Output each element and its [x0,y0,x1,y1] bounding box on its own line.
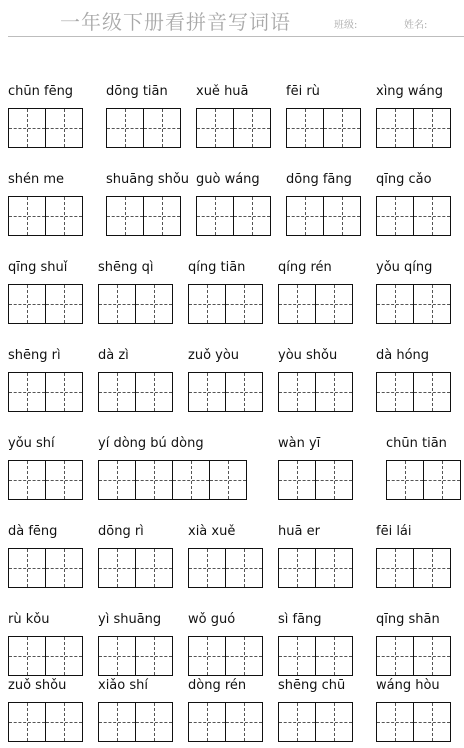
tianzige-cell[interactable] [188,372,226,412]
tianzige-cell[interactable] [8,548,46,588]
tianzige-cell[interactable] [45,196,83,236]
pinyin-label: xuě huā [196,84,249,99]
pinyin-label: xiǎo shí [98,678,148,693]
pinyin-label: zuǒ shǒu [8,678,67,693]
writing-boxes [8,460,83,500]
tianzige-cell[interactable] [278,460,316,500]
writing-boxes [188,548,263,588]
tianzige-cell[interactable] [135,372,173,412]
tianzige-cell[interactable] [135,460,173,500]
writing-boxes [188,284,263,324]
writing-boxes [106,196,181,236]
tianzige-cell[interactable] [315,284,353,324]
tianzige-cell[interactable] [196,108,234,148]
tianzige-cell[interactable] [135,548,173,588]
tianzige-cell[interactable] [413,548,451,588]
page-title: 一年级下册看拼音写词语 [60,10,291,34]
pinyin-label: wáng hòu [376,678,440,693]
writing-boxes [386,460,461,500]
pinyin-label: dà fēng [8,524,58,539]
writing-boxes [106,108,181,148]
tianzige-cell[interactable] [286,108,324,148]
writing-boxes [8,108,83,148]
tianzige-cell[interactable] [8,284,46,324]
tianzige-cell[interactable] [135,284,173,324]
writing-boxes [98,548,173,588]
writing-boxes [278,636,353,676]
pinyin-label: xìng wáng [376,84,444,99]
tianzige-cell[interactable] [98,548,136,588]
tianzige-cell[interactable] [413,108,451,148]
tianzige-cell[interactable] [286,196,324,236]
tianzige-cell[interactable] [233,196,271,236]
tianzige-cell[interactable] [225,548,263,588]
writing-boxes [196,196,271,236]
writing-boxes [278,372,353,412]
tianzige-cell[interactable] [225,636,263,676]
pinyin-label: dòng rén [188,678,247,693]
writing-boxes [196,108,271,148]
tianzige-cell[interactable] [315,548,353,588]
pinyin-label: shēng rì [8,348,61,363]
tianzige-cell[interactable] [225,284,263,324]
tianzige-cell[interactable] [45,548,83,588]
tianzige-cell[interactable] [233,108,271,148]
class-label: 班级: [334,20,358,31]
writing-boxes [376,702,451,742]
tianzige-cell[interactable] [413,372,451,412]
tianzige-cell[interactable] [98,284,136,324]
tianzige-cell[interactable] [45,108,83,148]
writing-boxes [376,284,451,324]
writing-boxes [8,372,83,412]
tianzige-cell[interactable] [98,372,136,412]
pinyin-label: xià xuě [188,524,236,539]
tianzige-cell[interactable] [413,284,451,324]
tianzige-cell[interactable] [135,702,173,742]
writing-boxes [376,372,451,412]
tianzige-cell[interactable] [8,702,46,742]
tianzige-cell[interactable] [323,108,361,148]
tianzige-cell[interactable] [8,372,46,412]
tianzige-cell[interactable] [315,636,353,676]
pinyin-label: dōng fāng [286,172,352,187]
pinyin-label: wǒ guó [188,612,236,627]
pinyin-label: rù kǒu [8,612,50,627]
writing-boxes [98,636,173,676]
pinyin-label: yǒu qíng [376,260,433,275]
writing-boxes [286,108,361,148]
pinyin-label: guò wáng [196,172,260,187]
tianzige-cell[interactable] [376,372,414,412]
tianzige-cell[interactable] [45,702,83,742]
tianzige-cell[interactable] [8,196,46,236]
tianzige-cell[interactable] [278,372,316,412]
pinyin-label: yǒu shí [8,436,55,451]
tianzige-cell[interactable] [8,636,46,676]
tianzige-cell[interactable] [8,108,46,148]
tianzige-cell[interactable] [98,460,136,500]
writing-boxes [376,108,451,148]
pinyin-label: shēng qì [98,260,154,275]
header-divider [8,36,464,37]
tianzige-cell[interactable] [225,702,263,742]
tianzige-cell[interactable] [315,460,353,500]
pinyin-label: qīng shuǐ [8,260,68,275]
pinyin-label: dà zì [98,348,129,363]
tianzige-cell[interactable] [188,702,226,742]
writing-boxes [8,702,83,742]
pinyin-label: yì shuāng [98,612,162,627]
pinyin-label: chūn fēng [8,84,74,99]
pinyin-label: shén me [8,172,65,187]
tianzige-cell[interactable] [376,284,414,324]
pinyin-label: wàn yī [278,436,321,451]
tianzige-cell[interactable] [8,460,46,500]
tianzige-cell[interactable] [45,372,83,412]
pinyin-label: qīng shān [376,612,440,627]
tianzige-cell[interactable] [376,108,414,148]
tianzige-cell[interactable] [315,372,353,412]
tianzige-cell[interactable] [278,284,316,324]
writing-boxes [376,636,451,676]
tianzige-cell[interactable] [45,284,83,324]
writing-boxes [8,196,83,236]
tianzige-cell[interactable] [188,284,226,324]
tianzige-cell[interactable] [278,636,316,676]
writing-boxes [188,636,263,676]
pinyin-label: qíng tiān [188,260,246,275]
worksheet-header [0,0,464,40]
writing-boxes [188,702,263,742]
tianzige-cell[interactable] [196,196,234,236]
pinyin-label: dà hóng [376,348,430,363]
tianzige-cell[interactable] [45,460,83,500]
pinyin-label: chūn tiān [386,436,447,451]
writing-boxes [286,196,361,236]
pinyin-label: yòu shǒu [278,348,338,363]
tianzige-cell[interactable] [143,108,181,148]
writing-boxes [98,372,173,412]
tianzige-cell[interactable] [278,702,316,742]
pinyin-label: qíng rén [278,260,332,275]
pinyin-label: fēi lái [376,524,412,539]
writing-boxes [98,702,173,742]
tianzige-cell[interactable] [376,702,414,742]
pinyin-label: shuāng shǒu [106,172,190,187]
writing-boxes [376,196,451,236]
tianzige-cell[interactable] [376,636,414,676]
tianzige-cell[interactable] [376,196,414,236]
pinyin-label: dōng rì [98,524,144,539]
tianzige-cell[interactable] [172,460,210,500]
tianzige-cell[interactable] [135,636,173,676]
tianzige-cell[interactable] [143,196,181,236]
tianzige-cell[interactable] [376,548,414,588]
writing-boxes [278,460,353,500]
pinyin-label: huā er [278,524,320,539]
tianzige-cell[interactable] [315,702,353,742]
tianzige-cell[interactable] [45,636,83,676]
pinyin-label: shēng chū [278,678,346,693]
writing-boxes [278,702,353,742]
writing-boxes [278,284,353,324]
pinyin-label: yí dòng bú dòng [98,436,204,451]
tianzige-cell[interactable] [188,548,226,588]
writing-boxes [188,372,263,412]
writing-boxes [98,284,173,324]
tianzige-cell[interactable] [413,196,451,236]
pinyin-label: zuǒ yòu [188,348,240,363]
tianzige-cell[interactable] [323,196,361,236]
writing-boxes [8,636,83,676]
tianzige-cell[interactable] [209,460,247,500]
writing-boxes [8,548,83,588]
tianzige-cell[interactable] [188,636,226,676]
tianzige-cell[interactable] [413,702,451,742]
pinyin-label: sì fāng [278,612,322,627]
tianzige-cell[interactable] [278,548,316,588]
name-label: 姓名: [404,20,428,31]
tianzige-cell[interactable] [413,636,451,676]
tianzige-cell[interactable] [423,460,461,500]
writing-boxes [8,284,83,324]
tianzige-cell[interactable] [225,372,263,412]
tianzige-cell[interactable] [98,636,136,676]
tianzige-cell[interactable] [98,702,136,742]
pinyin-label: qīng cǎo [376,172,432,187]
writing-boxes [98,460,247,500]
tianzige-cell[interactable] [106,196,144,236]
writing-boxes [376,548,451,588]
tianzige-cell[interactable] [106,108,144,148]
writing-boxes [278,548,353,588]
pinyin-label: dōng tiān [106,84,168,99]
tianzige-cell[interactable] [386,460,424,500]
pinyin-label: fēi rù [286,84,320,99]
